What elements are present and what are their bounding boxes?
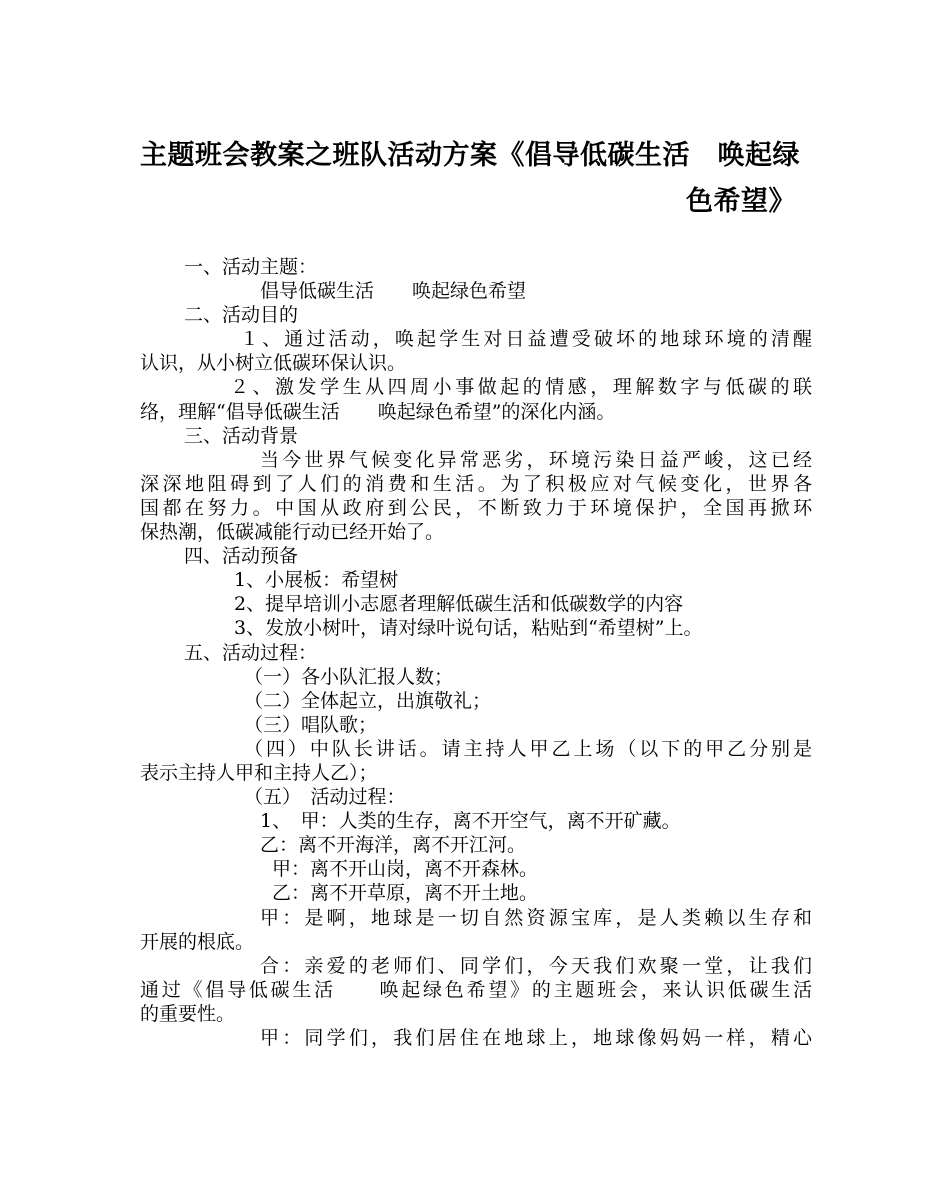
body-line: 开展的根底。 [140, 930, 255, 953]
body-line: 倡导低碳生活 唤起绿色希望 [260, 280, 527, 303]
body-line: 国都在努力。中国从政府到公民，不断致力于环境保护，全国再掀环 [140, 496, 816, 519]
body-line: （二）全体起立，出旗敬礼； [244, 689, 492, 712]
document-body [140, 255, 816, 1050]
body-line: 深深地阻碍到了人们的消费和生活。为了积极应对气候变化，世界各 [140, 472, 816, 495]
body-line: 三、活动背景 [184, 424, 299, 447]
body-line: ２、激发学生从四周小事做起的情感，理解数字与低碳的联 [230, 376, 816, 399]
body-line: 五、活动过程： [184, 641, 318, 664]
body-line: １、通过活动，唤起学生对日益遭受破坏的地球环境的清醒 [240, 328, 816, 351]
body-line: 乙：离不开海洋，离不开江河。 [260, 834, 527, 857]
title-line-1: 主题班会教案之班队活动方案《倡导低碳生活 唤起绿 [140, 140, 800, 171]
title-line-2: 色希望》 [686, 186, 796, 217]
body-line: 1、小展板：希望树 [234, 569, 399, 592]
body-line: 的重要性。 [140, 1002, 236, 1025]
body-line: （一）各小队汇报人数； [244, 665, 454, 688]
body-line: 乙：离不开草原，离不开土地。 [272, 882, 539, 905]
body-line: 通过《倡导低碳生活 唤起绿色希望》的主题班会，来认识低碳生活 [140, 978, 815, 1001]
body-line: 当今世界气候变化异常恶劣，环境污染日益严峻，这已经 [260, 448, 816, 471]
document-title [140, 133, 810, 225]
body-line: 2、提早培训小志愿者理解低碳生活和低碳数学的内容 [234, 593, 684, 616]
body-line: （四）中队长讲话。请主持人甲乙上场（以下的甲乙分别是 [244, 737, 815, 760]
body-line: 一、活动主题： [184, 256, 318, 278]
body-line: 3、发放小树叶，请对绿叶说句话，粘贴到“希望树”上。 [234, 617, 703, 640]
body-line: 认识，从小树立低碳环保认识。 [140, 352, 407, 375]
body-line: 合：亲爱的老师们、同学们，今天我们欢聚一堂，让我们 [260, 954, 816, 977]
body-line: 四、活动预备 [184, 545, 299, 568]
body-line: 保热潮，低碳减能行动已经开始了。 [140, 521, 445, 544]
body-line: 甲：是啊，地球是一切自然资源宝库，是人类赖以生存和 [260, 906, 816, 929]
body-line: （三）唱队歌； [244, 713, 378, 736]
body-line: 络，理解“倡导低碳生活 唤起绿色希望”的深化内涵。 [140, 400, 616, 423]
body-line: 二、活动目的 [184, 304, 299, 327]
body-line: 甲：离不开山岗，离不开森林。 [272, 858, 539, 881]
body-line: （五） 活动过程： [244, 786, 406, 809]
body-line: 1、 甲：人类的生存，离不开空气，离不开矿藏。 [260, 810, 681, 833]
body-line: 表示主持人甲和主持人乙）； [140, 761, 378, 784]
body-line: 甲：同学们，我们居住在地球上，地球像妈妈一样，精心 [260, 1027, 816, 1049]
